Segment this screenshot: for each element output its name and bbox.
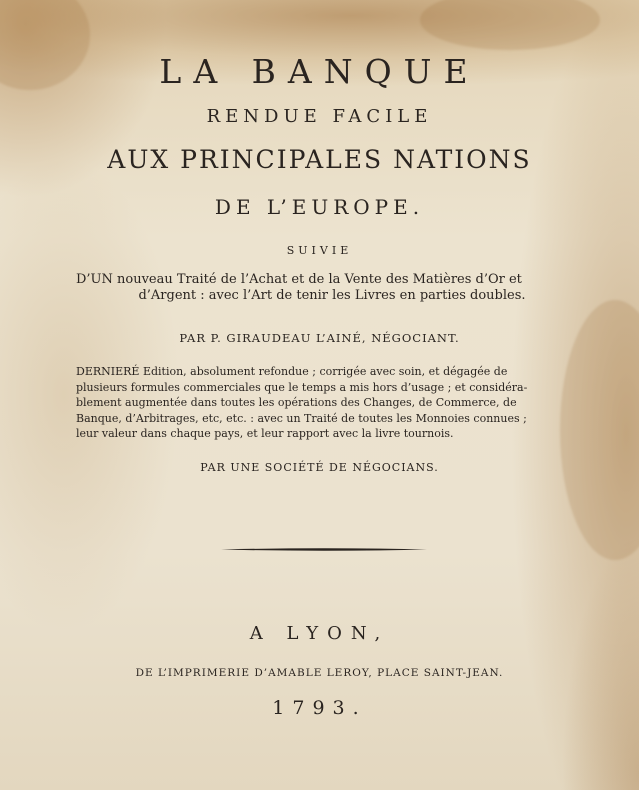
foxing-stain: [420, 0, 600, 50]
society-line: PAR UNE SOCIÉTÉ DE NÉGOCIANS.: [200, 461, 439, 474]
ornamental-rule: [221, 548, 427, 551]
suivie-label: SUIVIE: [286, 244, 353, 257]
edition-line-4: Banque, d’Arbitrages, etc, etc. : avec un Traité de toutes les Monnoies connues ;: [76, 411, 527, 425]
description-line-2: d’Argent : avec l’Art de tenir les Livres en parties doubles.: [138, 288, 526, 303]
edition-line-5: leur valeur dans chaque pays, et leur rapport avec la livre tournois.: [76, 427, 454, 441]
imprint-year: 1793.: [272, 697, 367, 719]
edition-line-2: plusieurs formules commerciales que le temps a mis hors d’usage ; et considéra-: [76, 380, 528, 394]
description-line-1: D’UN nouveau Traité de l’Achat et de la Vente des Matières d’Or et: [76, 272, 522, 287]
edition-line-1: DERNIERÉ Edition, absolument refondue ; corrigée avec soin, et dégagée de: [76, 365, 508, 378]
edition-note: [76, 364, 588, 442]
author-line: PAR P. GIRAUDEAU L’AINÉ, NÉGOCIANT.: [179, 331, 460, 345]
title-line-2: RENDUE FACILE: [206, 106, 433, 127]
edition-line-3: blement augmentée dans toutes les opérations des Changes, de Commerce, de: [76, 396, 517, 410]
title-line-3: AUX PRINCIPALES NATIONS: [107, 145, 532, 174]
title-line-4: DE L’EUROPE.: [214, 195, 425, 219]
subtitle-description: [76, 272, 588, 304]
imprint-city: A LYON,: [249, 623, 390, 644]
title-line-1: LA BANQUE: [159, 52, 480, 91]
imprint-printer: DE L’IMPRIMERIE D’AMABLE LEROY, PLACE SAINT-JEAN.: [135, 667, 504, 679]
